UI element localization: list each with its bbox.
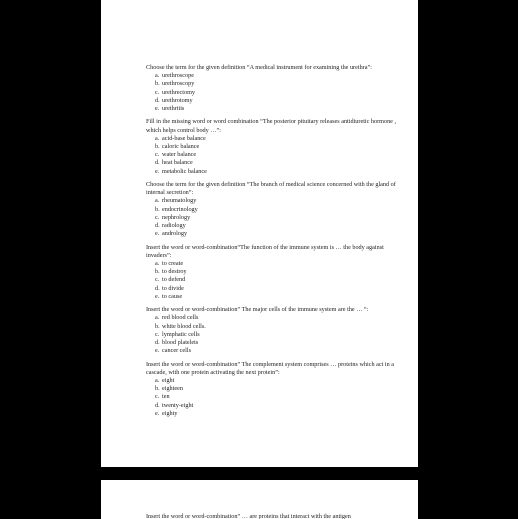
question-block (146, 64, 398, 113)
option-text: eighteen (162, 385, 183, 393)
option-letter: b. (155, 143, 160, 151)
answer-option (146, 72, 398, 80)
option-letter: d. (155, 339, 160, 347)
option-letter: e. (155, 105, 160, 113)
option-text: to destroy (162, 268, 187, 276)
option-letter: c. (155, 276, 160, 284)
answer-option (146, 323, 398, 331)
question-block (146, 181, 398, 238)
answer-option (146, 268, 398, 276)
option-text: to divide (162, 284, 184, 292)
answer-option (146, 402, 398, 410)
answer-option (146, 410, 398, 418)
option-letter: b. (155, 80, 160, 88)
option-letter: c. (155, 88, 160, 96)
answer-option (146, 143, 398, 151)
answer-option (146, 89, 398, 97)
document-page (101, 0, 418, 467)
answer-option (146, 222, 398, 230)
option-letter: e. (155, 292, 160, 300)
option-text: water balance (162, 151, 197, 159)
answer-option (146, 135, 398, 143)
option-letter: d. (155, 159, 160, 167)
option-text: twenty-eight (162, 401, 194, 409)
option-letter: b. (155, 322, 160, 330)
option-text: red blood cells (162, 314, 199, 322)
option-text: heat balance (162, 159, 193, 167)
option-letter: a. (155, 134, 160, 142)
answer-option (146, 260, 398, 268)
option-letter: a. (155, 377, 160, 385)
option-text: urethrotomy (162, 96, 193, 104)
answer-option (146, 339, 398, 347)
answer-option (146, 331, 398, 339)
option-letter: d. (155, 284, 160, 292)
option-letter: d. (155, 222, 160, 230)
option-letter: a. (155, 260, 160, 268)
option-text: to defend (162, 276, 186, 284)
question-text: Choose the term for the given definition “The branch of medical science concerned with the gland of internal secretion”: (146, 181, 396, 197)
option-letter: e. (155, 167, 160, 175)
answer-option (146, 393, 398, 401)
answer-options (146, 314, 398, 355)
option-text: urethrectomy (162, 88, 195, 96)
question-text: Insert the word or word-combination” The complement system comprises … proteins which act in a cascade, with one protein activating the next protein”: (146, 360, 395, 376)
option-text: eighty (162, 409, 178, 417)
option-letter: c. (155, 213, 160, 221)
option-letter: c. (155, 151, 160, 159)
option-letter: e. (155, 347, 160, 355)
option-letter: b. (155, 268, 160, 276)
option-letter: a. (155, 72, 160, 80)
answer-options (146, 260, 398, 301)
question-block (146, 244, 398, 301)
option-letter: a. (155, 314, 160, 322)
answer-option (146, 168, 398, 176)
next-document-page (101, 480, 418, 519)
answer-options (146, 72, 398, 113)
answer-options (146, 197, 398, 238)
answer-option (146, 377, 398, 385)
next-page-partial-text: Insert the word or word-combination” … are proteins that interact with the antigen (146, 513, 351, 519)
option-letter: c. (155, 393, 160, 401)
answer-option (146, 197, 398, 205)
answer-options (146, 135, 398, 176)
option-text: urethroscope (162, 72, 194, 80)
option-text: rheumatology (162, 197, 197, 205)
option-letter: b. (155, 385, 160, 393)
question-text: Choose the term for the given definition “A medical instrument for examining the urethra”: (146, 64, 372, 71)
option-text: nephrology (162, 213, 191, 221)
option-text: urethroscopy (162, 80, 195, 88)
option-letter: c. (155, 330, 160, 338)
option-letter: b. (155, 205, 160, 213)
question-text: Insert the word or word-combination” The major cells of the immune system are the … “: (146, 306, 369, 314)
question-list (146, 64, 398, 423)
answer-option (146, 385, 398, 393)
question-block (146, 361, 398, 418)
option-text: to create (162, 260, 184, 268)
option-text: caloric balance (162, 143, 200, 151)
answer-option (146, 151, 398, 159)
answer-option (146, 347, 398, 355)
answer-option (146, 97, 398, 105)
answer-option (146, 206, 398, 214)
option-letter: d. (155, 401, 160, 409)
option-text: andrology (162, 230, 188, 238)
question-text: Insert the word or word-combination“The function of the immune system is … the body against invaders”: (146, 243, 384, 259)
option-text: to cause (162, 292, 183, 300)
option-text: white blood cells. (162, 322, 206, 330)
answer-option (146, 80, 398, 88)
answer-option (146, 293, 398, 301)
option-letter: e. (155, 230, 160, 238)
question-block (146, 306, 398, 355)
option-text: cancer cells (162, 347, 192, 355)
option-text: lymphatic cells (162, 330, 200, 338)
option-text: blood platelets (162, 339, 199, 347)
question-block (146, 118, 398, 175)
option-letter: a. (155, 197, 160, 205)
option-text: acid-base balance (162, 134, 206, 142)
option-letter: e. (155, 409, 160, 417)
question-text: Fill in the missing word or word combination “The posterior pituitary releases antidiuretic hormone , which helps control body …”: (146, 118, 397, 134)
answer-option (146, 230, 398, 238)
answer-option (146, 159, 398, 167)
option-text: endocrinology (162, 205, 198, 213)
option-text: metabolic balance (162, 167, 207, 175)
option-text: eight (162, 377, 175, 385)
answer-option (146, 214, 398, 222)
option-text: urethritis (162, 105, 185, 113)
option-text: radiology (162, 222, 186, 230)
answer-option (146, 285, 398, 293)
answer-option (146, 314, 398, 322)
option-letter: d. (155, 96, 160, 104)
answer-option (146, 276, 398, 284)
answer-options (146, 377, 398, 418)
option-text: ten (162, 393, 170, 401)
answer-option (146, 105, 398, 113)
